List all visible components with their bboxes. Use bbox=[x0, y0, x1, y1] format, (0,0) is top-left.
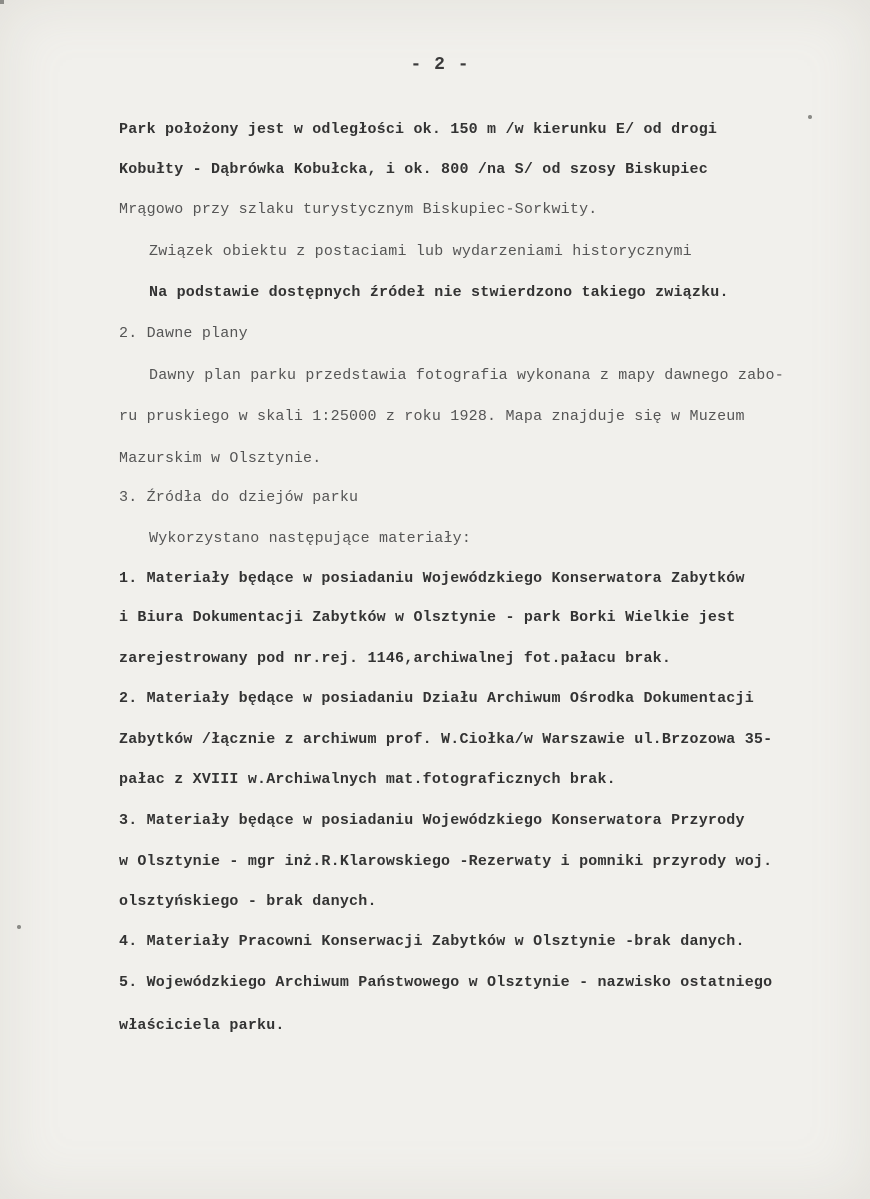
text-line: Park położony jest w odległości ok. 150 m /w kierunku E/ od drogi bbox=[119, 121, 718, 138]
text-line: Kobułty - Dąbrówka Kobułcka, i ok. 800 /na S/ od szosy Biskupiec bbox=[119, 161, 708, 178]
list-item: 5. Wojewódzkiego Archiwum Państwowego w Olsztynie - nazwisko ostatniego bbox=[119, 974, 773, 991]
text-line: Zabytków /łącznie z archiwum prof. W.Ciołka/w Warszawie ul.Brzozowa 35- bbox=[119, 731, 773, 748]
text-line: olsztyńskiego - brak danych. bbox=[119, 893, 377, 910]
list-item: 1. Materiały będące w posiadaniu Wojewódzkiego Konserwatora Zabytków bbox=[119, 570, 745, 587]
paper-speck bbox=[808, 115, 812, 119]
page-number: - 2 - bbox=[410, 55, 470, 75]
text-line: Mazurskim w Olsztynie. bbox=[119, 450, 322, 467]
section-heading: 2. Dawne plany bbox=[119, 325, 248, 342]
paper-speck bbox=[17, 925, 21, 929]
text-line: Dawny plan parku przedstawia fotografia wykonana z mapy dawnego zabo- bbox=[149, 367, 784, 384]
text-line: w Olsztynie - mgr inż.R.Klarowskiego -Rezerwaty i pomniki przyrody woj. bbox=[119, 853, 773, 870]
text-line: i Biura Dokumentacji Zabytków w Olsztynie - park Borki Wielkie jest bbox=[119, 609, 736, 626]
section-heading: Związek obiektu z postaciami lub wydarzeniami historycznymi bbox=[149, 243, 692, 260]
text-line: pałac z XVIII w.Archiwalnych mat.fotograficznych brak. bbox=[119, 771, 616, 788]
text-line: Wykorzystano następujące materiały: bbox=[149, 530, 472, 547]
list-item: 4. Materiały Pracowni Konserwacji Zabytków w Olsztynie -brak danych. bbox=[119, 933, 745, 950]
section-heading: 3. Źródła do dziejów parku bbox=[119, 489, 359, 506]
text-line: Mrągowo przy szlaku turystycznym Biskupiec-Sorkwity. bbox=[119, 201, 598, 218]
list-item: 3. Materiały będące w posiadaniu Wojewódzkiego Konserwatora Przyrody bbox=[119, 812, 745, 829]
text-line: właściciela parku. bbox=[119, 1017, 285, 1034]
page-corner-mark bbox=[0, 0, 4, 4]
text-line: Na podstawie dostępnych źródeł nie stwierdzono takiego związku. bbox=[149, 284, 729, 301]
text-line: zarejestrowany pod nr.rej. 1146,archiwalnej fot.pałacu brak. bbox=[119, 650, 672, 667]
text-line: ru pruskiego w skali 1:25000 z roku 1928. Mapa znajduje się w Muzeum bbox=[119, 408, 745, 425]
list-item: 2. Materiały będące w posiadaniu Działu Archiwum Ośrodka Dokumentacji bbox=[119, 690, 754, 707]
